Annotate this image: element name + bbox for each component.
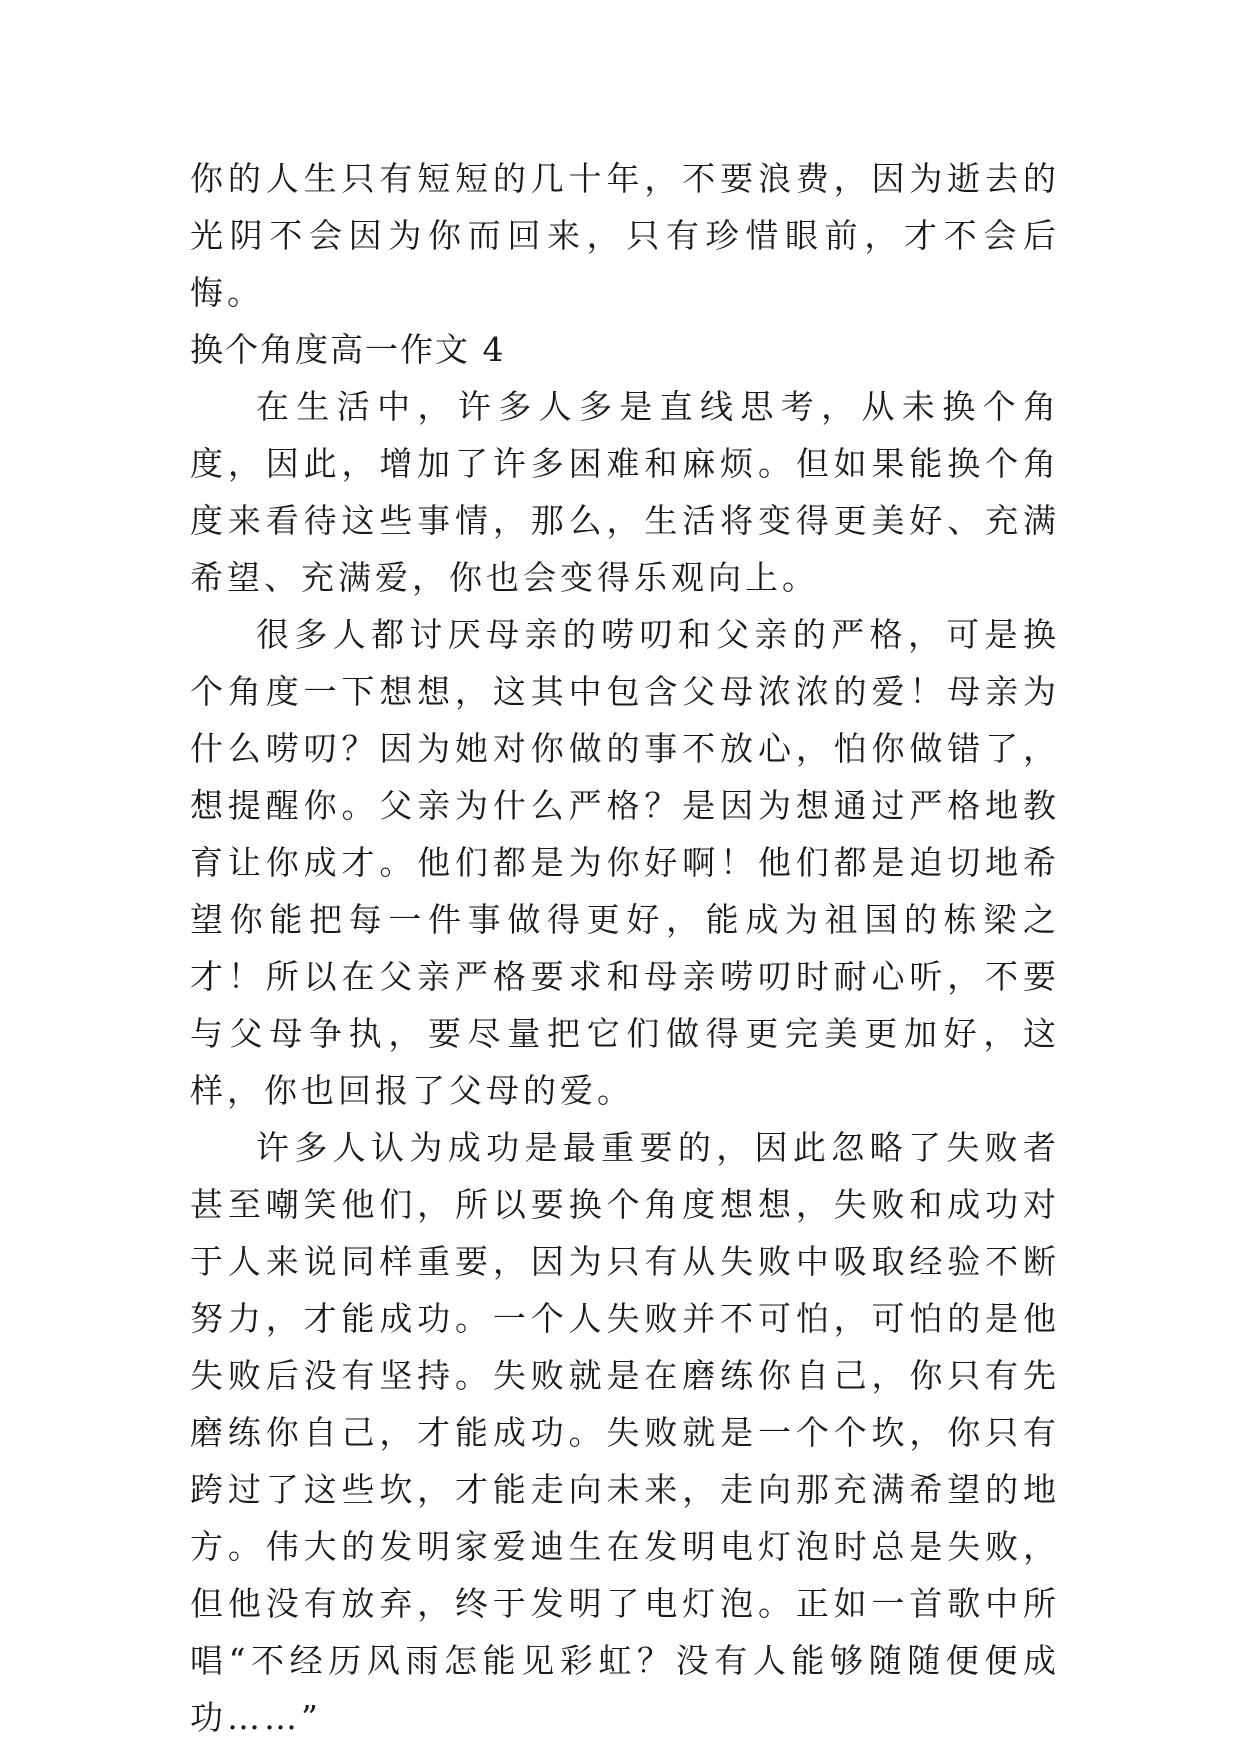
body-paragraph-3: 许多人认为成功是最重要的，因此忽略了失败者甚至嘲笑他们，所以要换个角度想想，失败和成功对于人来说同样重要，因为只有从失败中吸取经验不断努力，才能成功。一个人失败并不可怕，可怕的是他失败后没有坚持。失败就是在磨练你自己，你只有先磨练你自己，才能成功。失败就是一个个坎，你只有跨过了这些坎，才能走向未来，走向那充满希望的地方。伟大的发明家爱迪生在发明电灯泡时总是失败，但他没有放弃，终于发明了电灯泡。正如一首歌中所唱“不经历风雨怎能见彩虹？没有人能够随随便便成功……”: [190, 1128, 1060, 1737]
continuation-paragraph: 你的人生只有短短的几十年，不要浪费，因为逝去的光阴不会因为你而回来，只有珍惜眼前，才不会后悔。: [190, 159, 1060, 312]
body-paragraph-1: 在生活中，许多人多是直线思考，从未换个角度，因此，增加了许多困难和麻烦。但如果能换个角度来看待这些事情，那么，生活将变得更美好、充满希望、充满爱，你也会变得乐观向上。: [190, 387, 1060, 597]
body-paragraph-2: 很多人都讨厌母亲的唠叨和父亲的严格，可是换个角度一下想想，这其中包含父母浓浓的爱！母亲为什么唠叨？因为她对你做的事不放心，怕你做错了，想提醒你。父亲为什么严格？是因为想通过严格地教育让你成才。他们都是为你好啊！他们都是迫切地希望你能把每一件事做得更好，能成为祖国的栋梁之才！所以在父亲严格要求和母亲唠叨时耐心听，不要与父母争执，要尽量把它们做得更完美更加好，这样，你也回报了父母的爱。: [190, 615, 1060, 1110]
document-body: [190, 150, 1060, 1746]
section-heading: 换个角度高一作文 4: [190, 330, 506, 369]
